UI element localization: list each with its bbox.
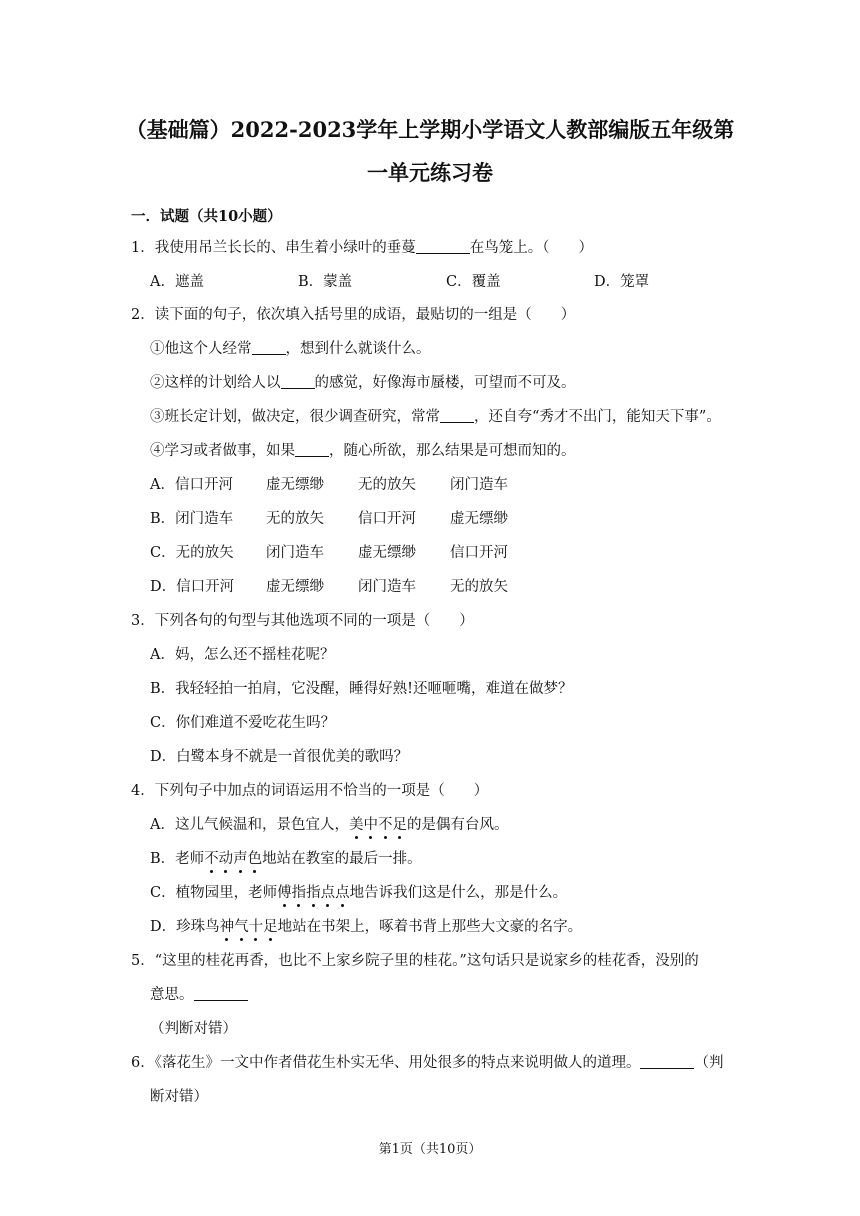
q2-option-a-3: 无的放矢: [358, 477, 416, 493]
emphasis-char: 气: [234, 915, 249, 936]
title-line-2: 一单元练习卷: [367, 160, 493, 185]
q2-s2-post: 的感觉，好像海市蜃楼，可望而不可及。: [314, 375, 576, 391]
q2-sentence-2: [150, 371, 576, 392]
q4-d-dotted-word: [220, 919, 278, 935]
q4-c-post: 地告诉我们这是什么，那是什么。: [349, 885, 568, 901]
q2-sentence-1: [150, 337, 431, 358]
q4-d-pre: D．珍珠鸟: [150, 919, 220, 935]
question-1: [131, 236, 593, 257]
q1-blank: [416, 239, 470, 255]
emphasis-char: 指: [306, 881, 321, 902]
question-3-stem: 3．下列各句的句型与其他选项不同的一项是（ ）: [131, 613, 474, 629]
q2-option-b-1: B．闭门造车: [150, 511, 234, 527]
q2-s4-post: ，随心所欲，那么结果是可想而知的。: [329, 443, 576, 459]
q6-text: 6．《落花生》一文中作者借花生朴实无华、用处很多的特点来说明做人的道理。: [131, 1055, 641, 1071]
q2-option-c-1: C．无的放矢: [150, 545, 234, 561]
q4-b-dotted-word: [204, 851, 262, 867]
q2-s3-post: ，还自夸“秀才不出门，能知天下事”。: [474, 409, 721, 425]
q1-text-post: 在鸟笼上。（ ）: [469, 240, 593, 256]
q3-option-c: C．你们难道不爱吃花生吗？: [150, 715, 336, 731]
emphasis-char: 傅: [277, 881, 292, 902]
q1-text-pre: 1．我使用吊兰长长的、串生着小绿叶的垂蔓: [131, 240, 416, 256]
q5-text: 意思。: [150, 987, 194, 1003]
q2-option-d-3: 闭门造车: [358, 579, 416, 595]
question-4-stem: 4．下列句子中加点的词语运用不恰当的一项是（ ）: [131, 783, 489, 799]
q2-option-c-2: 闭门造车: [266, 545, 324, 561]
emphasis-char: 动: [219, 847, 234, 868]
question-5-line-1: 5．“这里的桂花再香，也比不上家乡院子里的桂花。”这句话只是说家乡的桂花香，没别的: [131, 953, 699, 969]
q2-s1-blank: [252, 340, 286, 356]
q3-option-b: B．我轻轻拍一拍肩，它没醒，睡得好熟!还咂咂嘴，难道在做梦？: [150, 681, 573, 697]
q4-option-c: [150, 881, 567, 902]
q4-a-dotted-word: [349, 817, 407, 833]
q2-option-d-1: D．信口开河: [150, 579, 235, 595]
q5-blank: [194, 986, 248, 1002]
q4-b-pre: B．老师: [150, 851, 205, 867]
q2-s3-pre: ③班长定计划，做决定，很少调查研究，常常: [150, 409, 440, 425]
question-5-judge: （判断对错）: [150, 1021, 237, 1037]
q1-option-a: A．遮盖: [150, 274, 204, 290]
q2-option-c-3: 虚无缥缈: [358, 545, 416, 561]
q3-option-a: A．妈，怎么还不摇桂花呢？: [150, 647, 335, 663]
q1-option-c: C．覆盖: [446, 274, 501, 290]
q4-d-post: 地站在书架上，啄着书背上那些大文豪的名字。: [277, 919, 583, 935]
q2-option-c-4: 信口开河: [450, 545, 508, 561]
q2-option-a-4: 闭门造车: [450, 477, 508, 493]
q4-a-post: 的是偶有台风。: [406, 817, 509, 833]
emphasis-char: 色: [248, 847, 263, 868]
q4-option-a: [150, 813, 508, 834]
emphasis-char: 足: [392, 813, 407, 834]
emphasis-char: 点: [335, 881, 350, 902]
q4-option-d: [150, 915, 582, 936]
q4-a-pre: A．这儿气候温和，景色宜人，: [150, 817, 349, 833]
q2-option-b-4: 虚无缥缈: [450, 511, 508, 527]
q2-s4-pre: ④学习或者做事，如果: [150, 443, 295, 459]
emphasis-char: 点: [321, 881, 336, 902]
q2-s1-post: ，想到什么就谈什么。: [285, 341, 431, 357]
q2-option-b-3: 信口开河: [358, 511, 416, 527]
q4-c-pre: C．植物园里，老师: [150, 885, 278, 901]
question-6-line-2: 断对错）: [150, 1089, 208, 1105]
emphasis-char: 足: [263, 915, 278, 936]
q4-c-dotted-word: [277, 885, 350, 901]
q2-option-d-4: 无的放矢: [450, 579, 508, 595]
q2-s2-pre: ②这样的计划给人以: [150, 375, 281, 391]
q2-s1-pre: ①他这个人经常: [150, 341, 252, 357]
section-heading: 一．试题（共10小题）: [131, 208, 282, 225]
q6-text-post: （判: [694, 1055, 724, 1071]
q2-s2-blank: [281, 374, 315, 390]
emphasis-char: 美: [349, 813, 364, 834]
q6-blank: [640, 1054, 694, 1070]
q2-sentence-3: [150, 405, 721, 426]
q2-s4-blank: [295, 442, 329, 458]
question-5-line-2: [150, 983, 248, 1004]
emphasis-char: 神: [220, 915, 235, 936]
question-6-line-1: [131, 1051, 723, 1072]
page-footer: 第1页（共10页）: [378, 1142, 482, 1157]
q1-option-b: B．蒙盖: [298, 274, 353, 290]
q1-option-d: D．笼罩: [594, 274, 650, 290]
emphasis-char: 十: [249, 915, 264, 936]
emphasis-char: 中: [363, 813, 378, 834]
title-line-1: （基础篇）2022-2023学年上学期小学语文人教部编版五年级第: [125, 117, 735, 142]
question-2-stem: 2．读下面的句子，依次填入括号里的成语，最贴切的一组是（ ）: [131, 307, 576, 323]
q2-option-d-2: 虚无缥缈: [266, 579, 324, 595]
q2-option-a-2: 虚无缥缈: [266, 477, 324, 493]
q2-sentence-4: [150, 439, 576, 460]
emphasis-char: 不: [204, 847, 219, 868]
q3-option-d: D．白鹭本身不就是一首很优美的歌吗？: [150, 749, 409, 765]
q2-option-a-1: A．信口开河: [150, 477, 233, 493]
emphasis-char: 声: [233, 847, 248, 868]
q2-option-b-2: 无的放矢: [266, 511, 324, 527]
q4-b-post: 地站在教室的最后一排。: [262, 851, 422, 867]
emphasis-char: 不: [378, 813, 393, 834]
q4-option-b: [150, 847, 422, 868]
q2-s3-blank: [440, 408, 474, 424]
emphasis-char: 指: [292, 881, 307, 902]
